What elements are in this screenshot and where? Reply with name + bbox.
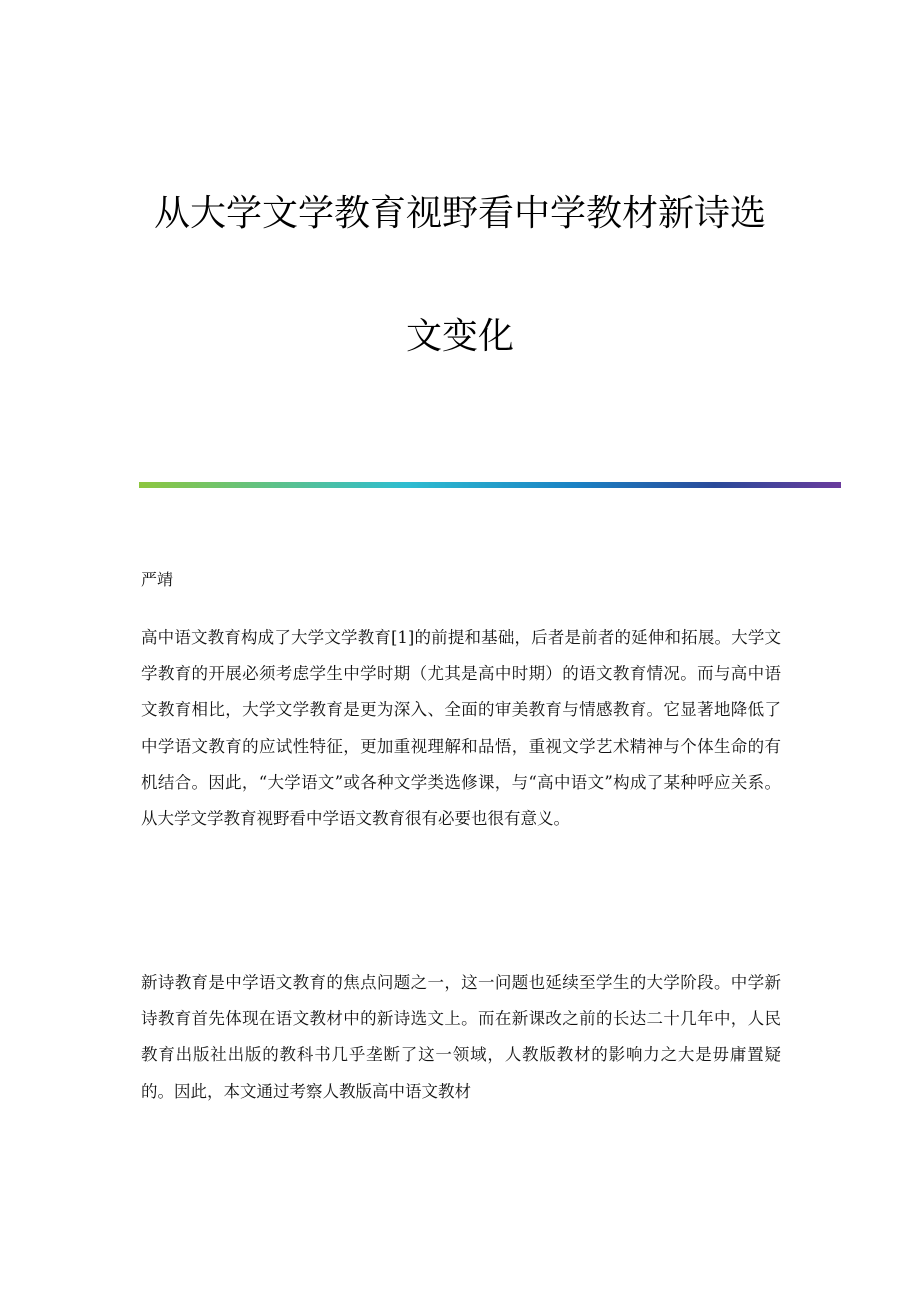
body-paragraph: 新诗教育是中学语文教育的焦点问题之一，这一问题也延续至学生的大学阶段。中学新诗教育首先体现在语文教材中的新诗选文上。而在新课改之前的长达二十几年中，人民教育出版社出版的教科书几乎垄断了这一领域，人教版教材的影响力之大是毋庸置疑的。因此，本文通过考察人教版高中语文教材 [141, 973, 781, 1101]
author-name: 严靖 [141, 570, 174, 589]
body-paragraph: 高中语文教育构成了大学文学教育[1]的前提和基础，后者是前者的延伸和拓展。大学文学教育的开展必须考虑学生中学时期（尤其是高中时期）的语文教育情况。而与高中语文教育相比，大学文学教育是更为深入、全面的审美教育与情感教育。它显著地降低了中学语文教育的应试性特征，更加重视理解和品悟，重视文学艺术精神与个体生命的有机结合。因此，“大学语文”或各种文学类选修课，与“高中语文”构成了某种呼应关系。从大学文学教育视野看中学语文教育很有必要也很有意义。 [141, 628, 781, 829]
document-title-line-1: 从大学文学教育视野看中学教材新诗选 [153, 193, 766, 234]
title-divider [139, 482, 841, 488]
document-title-line-2: 文变化 [405, 316, 514, 357]
